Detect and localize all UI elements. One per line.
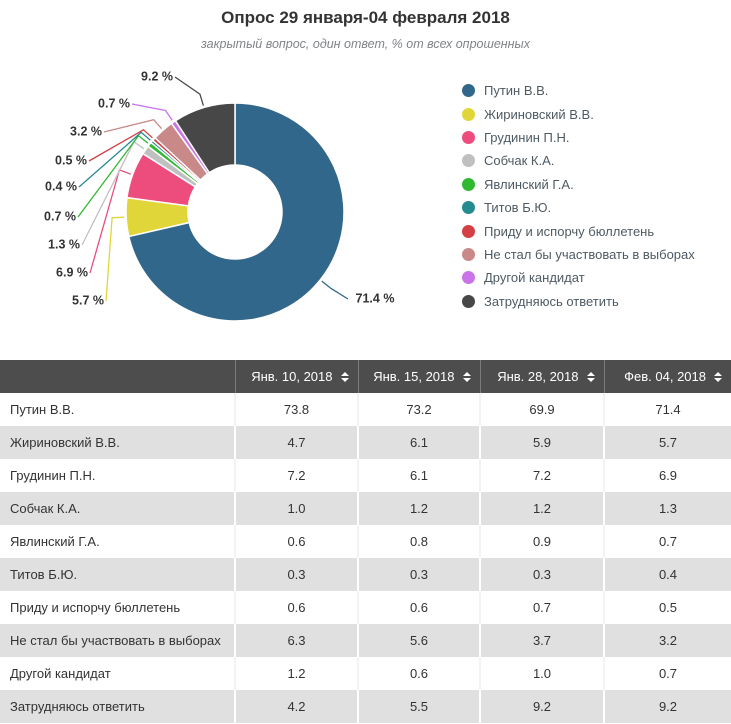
cell-value: 9.2	[480, 690, 604, 723]
row-label: Не стал бы участвовать в выборах	[0, 624, 235, 657]
sort-arrows-icon	[714, 372, 722, 382]
cell-value: 0.3	[235, 558, 358, 591]
cell-value: 4.2	[235, 690, 358, 723]
cell-value: 5.5	[358, 690, 480, 723]
poll-chart-section	[0, 0, 731, 360]
legend-item-label: Грудинин П.Н.	[484, 129, 570, 145]
cell-value: 1.3	[604, 492, 731, 525]
row-label: Путин В.В.	[0, 393, 235, 426]
legend-item-label: Собчак К.А.	[484, 153, 555, 169]
cell-value: 0.3	[358, 558, 480, 591]
cell-value: 3.2	[604, 624, 731, 657]
cell-value: 1.0	[235, 492, 358, 525]
table-row	[0, 624, 731, 657]
table-row	[0, 657, 731, 690]
cell-value: 0.6	[235, 591, 358, 624]
cell-value: 0.3	[480, 558, 604, 591]
legend-item[interactable]	[462, 102, 695, 125]
row-label: Приду и испорчу бюллетень	[0, 591, 235, 624]
legend-item[interactable]	[462, 290, 695, 313]
slice-percent-label: 0.7 %	[44, 209, 76, 224]
legend-item[interactable]	[462, 149, 695, 172]
cell-value: 71.4	[604, 393, 731, 426]
cell-value: 7.2	[235, 459, 358, 492]
row-label: Жириновский В.В.	[0, 426, 235, 459]
table-row	[0, 459, 731, 492]
poll-results-table	[0, 360, 731, 723]
chart-subtitle: закрытый вопрос, один ответ, % от всех опрошенных	[200, 37, 531, 51]
sort-arrows-icon	[341, 372, 349, 382]
row-label: Явлинский Г.А.	[0, 525, 235, 558]
legend-item-label: Не стал бы участвовать в выборах	[484, 246, 695, 262]
legend-item-label: Путин В.В.	[484, 83, 549, 99]
cell-value: 1.0	[480, 657, 604, 690]
cell-value: 0.6	[358, 591, 480, 624]
legend-color-dot-icon	[462, 178, 475, 191]
row-label: Титов Б.Ю.	[0, 558, 235, 591]
column-header-label: Фев. 04, 2018	[624, 369, 706, 384]
cell-value: 1.2	[358, 492, 480, 525]
slice-percent-label: 0.4 %	[45, 179, 77, 194]
cell-value: 0.7	[604, 525, 731, 558]
table-row	[0, 690, 731, 723]
slice-percent-label: 1.3 %	[48, 237, 80, 252]
cell-value: 0.7	[480, 591, 604, 624]
slice-percent-label: 0.7 %	[98, 96, 130, 111]
table-row	[0, 426, 731, 459]
table-row	[0, 558, 731, 591]
cell-value: 0.9	[480, 525, 604, 558]
cell-value: 1.2	[480, 492, 604, 525]
legend-item-label: Затрудняюсь ответить	[484, 293, 619, 309]
row-label: Собчак К.А.	[0, 492, 235, 525]
cell-value: 0.6	[358, 657, 480, 690]
legend-color-dot-icon	[462, 271, 475, 284]
column-header-label: Янв. 28, 2018	[497, 369, 579, 384]
chart-title: Опрос 29 января-04 февраля 2018	[221, 8, 510, 27]
slice-percent-label: 0.5 %	[55, 153, 87, 168]
legend-color-dot-icon	[462, 201, 475, 214]
cell-value: 6.9	[604, 459, 731, 492]
cell-value: 9.2	[604, 690, 731, 723]
donut-chart	[0, 60, 460, 358]
table-body	[0, 393, 731, 723]
cell-value: 5.7	[604, 426, 731, 459]
cell-value: 0.7	[604, 657, 731, 690]
legend-color-dot-icon	[462, 295, 475, 308]
cell-value: 73.2	[358, 393, 480, 426]
legend-item-label: Жириновский В.В.	[484, 106, 594, 122]
label-leader-line	[175, 77, 203, 106]
column-header-sortable[interactable]	[358, 360, 480, 393]
label-leader-line	[322, 281, 348, 299]
table-row	[0, 393, 731, 426]
legend-color-dot-icon	[462, 248, 475, 261]
column-header-label: Янв. 15, 2018	[373, 369, 455, 384]
slice-percent-label: 5.7 %	[72, 293, 104, 308]
legend-item[interactable]	[462, 173, 695, 196]
row-label: Другой кандидат	[0, 657, 235, 690]
cell-value: 0.5	[604, 591, 731, 624]
legend-color-dot-icon	[462, 131, 475, 144]
row-label: Грудинин П.Н.	[0, 459, 235, 492]
slice-percent-label: 71.4 %	[355, 291, 395, 306]
cell-value: 6.1	[358, 426, 480, 459]
cell-value: 6.1	[358, 459, 480, 492]
column-header-sortable[interactable]	[604, 360, 731, 393]
legend-item[interactable]	[462, 79, 695, 102]
legend-item[interactable]	[462, 126, 695, 149]
legend-color-dot-icon	[462, 225, 475, 238]
cell-value: 69.9	[480, 393, 604, 426]
legend-item[interactable]	[462, 266, 695, 289]
cell-value: 73.8	[235, 393, 358, 426]
cell-value: 0.4	[604, 558, 731, 591]
cell-value: 5.9	[480, 426, 604, 459]
legend-item-label: Титов Б.Ю.	[484, 200, 552, 216]
legend-item[interactable]	[462, 196, 695, 219]
label-leader-line	[90, 170, 131, 273]
cell-value: 0.8	[358, 525, 480, 558]
slice-percent-label: 9.2 %	[141, 69, 173, 84]
sort-arrows-icon	[463, 372, 471, 382]
cell-value: 6.3	[235, 624, 358, 657]
cell-value: 4.7	[235, 426, 358, 459]
table-row	[0, 525, 731, 558]
column-header-label: Янв. 10, 2018	[251, 369, 333, 384]
column-header-sortable[interactable]	[480, 360, 604, 393]
label-leader-line	[104, 120, 162, 132]
legend-item-label: Другой кандидат	[484, 270, 585, 286]
cell-value: 1.2	[235, 657, 358, 690]
table-row	[0, 492, 731, 525]
legend-color-dot-icon	[462, 108, 475, 121]
cell-value: 5.6	[358, 624, 480, 657]
label-leader-line	[106, 217, 124, 301]
slice-percent-label: 6.9 %	[56, 265, 88, 280]
legend-item[interactable]	[462, 219, 695, 242]
table-header	[0, 360, 731, 393]
sort-arrows-icon	[587, 372, 595, 382]
table-row	[0, 591, 731, 624]
column-header-sortable[interactable]	[235, 360, 358, 393]
legend-color-dot-icon	[462, 154, 475, 167]
legend-color-dot-icon	[462, 84, 475, 97]
cell-value: 3.7	[480, 624, 604, 657]
cell-value: 7.2	[480, 459, 604, 492]
legend-item-label: Приду и испорчу бюллетень	[484, 223, 655, 239]
cell-value: 0.6	[235, 525, 358, 558]
legend-item-label: Явлинский Г.А.	[484, 176, 574, 192]
label-leader-line	[132, 104, 172, 120]
table-corner-cell	[0, 360, 235, 393]
row-label: Затрудняюсь ответить	[0, 690, 235, 723]
chart-legend	[462, 79, 695, 313]
slice-percent-label: 3.2 %	[70, 124, 102, 139]
legend-item[interactable]	[462, 243, 695, 266]
